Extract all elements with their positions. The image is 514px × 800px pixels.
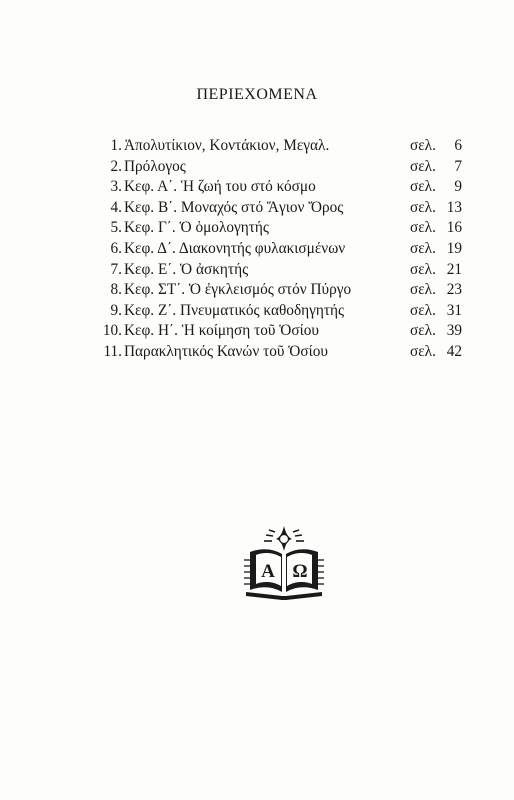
toc-entry-number: 2. xyxy=(110,157,122,175)
alpha-omega-open-book-icon xyxy=(242,524,326,602)
toc-entry xyxy=(98,198,462,219)
left-rays xyxy=(264,530,275,541)
toc-entry-title: Κεφ. Η΄. Ἡ κοίμηση τοῦ Ὁσίου xyxy=(124,322,319,340)
toc-entry xyxy=(98,157,462,178)
alpha-letter: Α xyxy=(261,561,275,582)
toc-entry-number: 6. xyxy=(110,239,122,257)
toc-entry-page-label: σελ. xyxy=(410,239,436,257)
toc-entry-page-label: σελ. xyxy=(410,342,436,360)
toc-entry-page-number: 13 xyxy=(446,198,462,216)
toc-entry-page-number: 9 xyxy=(454,178,462,196)
toc-entry xyxy=(98,280,462,301)
toc-entry-page-label: σελ. xyxy=(410,322,436,340)
toc-entry-page-label: σελ. xyxy=(410,137,436,154)
toc-entry-page-number: 6 xyxy=(454,137,462,154)
toc-entry-title: Κεφ. Γ΄. Ὁ ὁμολογητής xyxy=(124,219,269,237)
toc-entry-title: Ἀπολυτίκιον, Κοντάκιον, Μεγαλ. xyxy=(124,137,330,154)
toc-entry-page-number: 39 xyxy=(446,322,462,340)
page-title: ΠΕΡΙΕΧΟΜΕΝΑ xyxy=(196,86,318,103)
toc-entry-number: 9. xyxy=(110,301,122,319)
toc-entry-title: Κεφ. Α΄. Ἡ ζωή του στό κόσμο xyxy=(124,178,316,196)
toc-entry-number: 1. xyxy=(110,137,122,154)
toc-entry-title: Κεφ. Ζ΄. Πνευματικός καθοδηγητής xyxy=(124,301,345,319)
toc-entry-number: 10. xyxy=(102,322,122,340)
toc-entry-page-label: σελ. xyxy=(410,260,436,278)
toc-entry-page-number: 21 xyxy=(446,260,462,278)
toc-entry-number: 3. xyxy=(110,178,122,196)
toc-entry-page-label: σελ. xyxy=(410,157,436,175)
toc-entry-page-number: 19 xyxy=(446,239,462,257)
toc-entry xyxy=(98,177,462,198)
toc-entry-page-number: 23 xyxy=(446,281,462,299)
toc-entry-number: 5. xyxy=(110,219,122,237)
toc-entry-page-label: σελ. xyxy=(410,281,436,299)
toc-entry-page-number: 7 xyxy=(454,157,462,175)
toc-entry-page-number: 31 xyxy=(446,301,462,319)
toc-entry xyxy=(98,218,462,239)
toc-entry xyxy=(98,260,462,281)
toc-entry-number: 4. xyxy=(110,198,122,216)
table-of-contents xyxy=(98,136,462,363)
toc-entry-title: Κεφ. Ε΄. Ὁ ἀσκητής xyxy=(124,260,249,278)
toc-entry-title: Κεφ. ΣΤ΄. Ὁ ἐγκλεισμός στόν Πύργο xyxy=(124,281,352,299)
toc-entry xyxy=(98,342,462,363)
toc-entry-number: 11. xyxy=(103,342,122,360)
toc-entry xyxy=(98,301,462,322)
open-book xyxy=(244,549,324,600)
toc-entry-page-label: σελ. xyxy=(410,178,436,196)
toc-entry-page-number: 16 xyxy=(446,219,462,237)
toc-entry-page-label: σελ. xyxy=(410,219,436,237)
right-rays xyxy=(293,530,304,541)
toc-entry-number: 7. xyxy=(110,260,122,278)
toc-entry xyxy=(98,239,462,260)
toc-entry xyxy=(98,136,462,157)
toc-entry-page-number: 42 xyxy=(446,342,462,360)
star-ornament xyxy=(276,526,292,551)
toc-entry-title: Κεφ. Δ΄. Διακονητής φυλακισμένων xyxy=(124,239,346,257)
toc-entry-page-label: σελ. xyxy=(410,198,436,216)
toc-entry-number: 8. xyxy=(110,281,122,299)
toc-entry-title: Πρόλογος xyxy=(124,157,186,175)
toc-entry-title: Κεφ. Β΄. Μοναχός στό Ἅγιον Ὄρος xyxy=(124,198,344,216)
toc-entry-page-label: σελ. xyxy=(410,301,436,319)
omega-letter: Ω xyxy=(292,561,308,582)
toc-entry-title: Παρακλητικός Κανών τοῦ Ὁσίου xyxy=(124,342,328,360)
toc-entry xyxy=(98,321,462,342)
